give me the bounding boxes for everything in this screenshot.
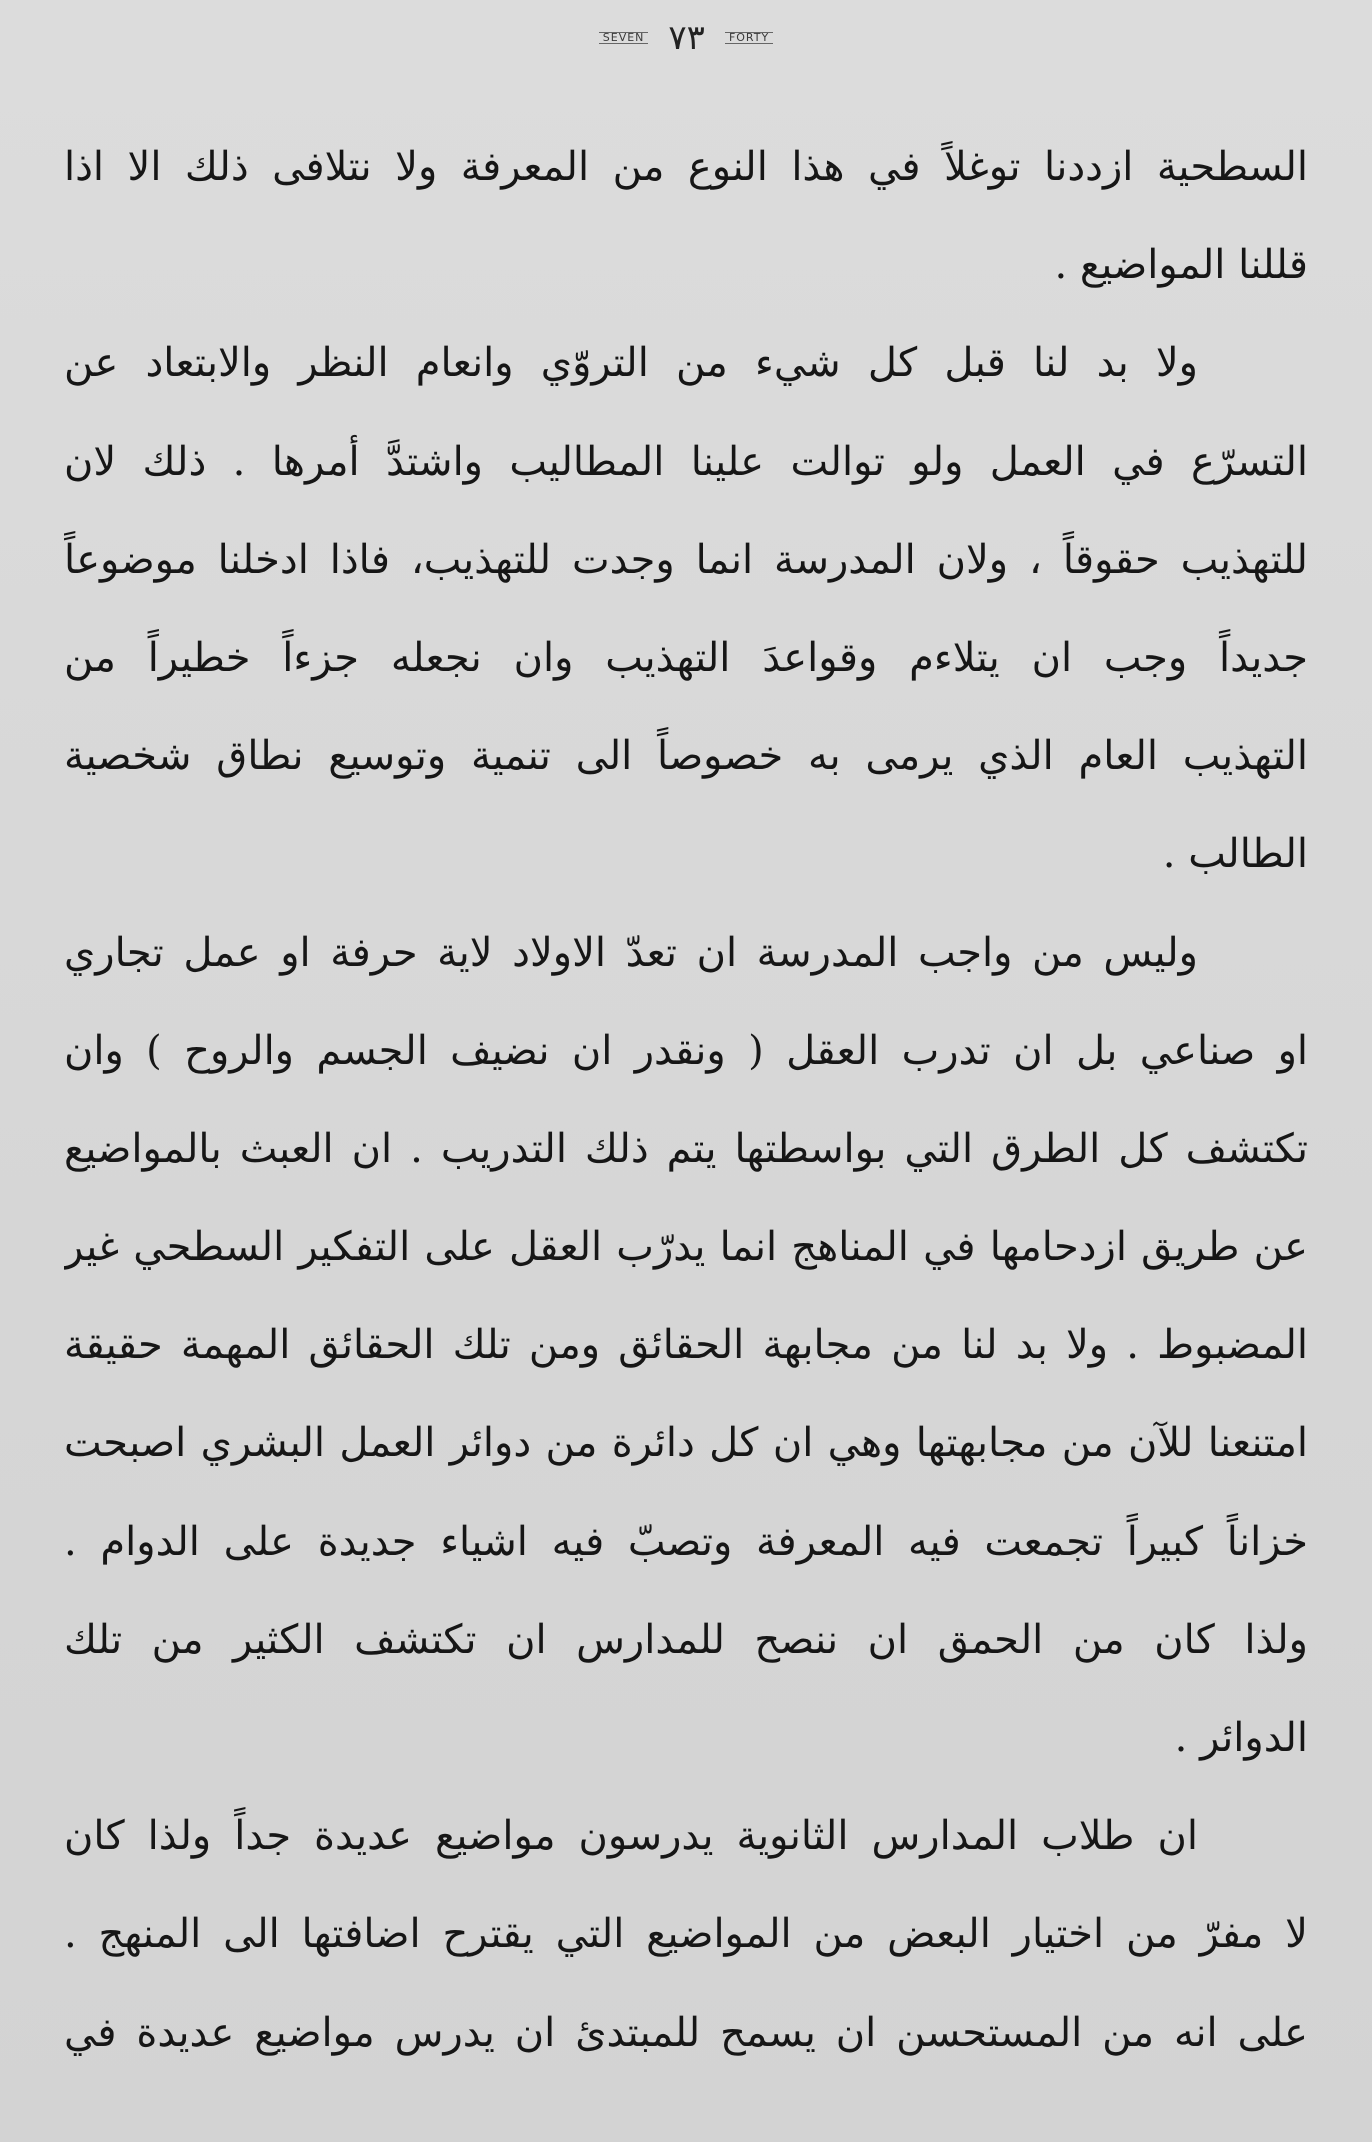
text-line: عن طريق ازدحامها في المناهج انما يدرّب العقل على التفكير السطحي غير xyxy=(64,1224,1308,1271)
text-line: خزاناً كبيراً تجمعت فيه المعرفة وتصبّ فيه اشياء جديدة على الدوام . xyxy=(64,1518,1308,1565)
header-ornament-left: SEVEN xyxy=(599,32,649,44)
text-line: ان طلاب المدارس الثانوية يدرسون مواضيع عديدة جداً ولذا كان xyxy=(64,1813,1198,1860)
text-line: ولذا كان من الحمق ان ننصح للمدارس ان تكتشف الكثير من تلك xyxy=(64,1616,1308,1663)
text-line: الطالب . xyxy=(1162,831,1308,878)
text-line: امتنعنا للآن من مجابهتها وهي ان كل دائرة من دوائر العمل البشري اصبحت xyxy=(64,1420,1308,1467)
text-line: او صناعي بل ان تدرب العقل ( ونقدر ان نضيف الجسم والروح ) وان xyxy=(64,1027,1308,1074)
text-line: الدوائر . xyxy=(1174,1715,1308,1761)
header-ornament-right: FORTY xyxy=(725,32,773,44)
text-line: السطحية ازددنا توغلاً في هذا النوع من المعرفة ولا نتلافى ذلك الا اذا xyxy=(64,144,1308,190)
text-line: على انه من المستحسن ان يسمح للمبتدئ ان يدرس مواضيع عديدة في xyxy=(64,2009,1308,2056)
text-line: التهذيب العام الذي يرمى به خصوصاً الى تنمية وتوسيع نطاق شخصية xyxy=(64,733,1308,780)
text-line: لا مفرّ من اختيار البعض من المواضيع التي يقترح اضافتها الى المنهج . xyxy=(64,1911,1308,1958)
text-line: تكتشف كل الطرق التي بواسطتها يتم ذلك التدريب . ان العبث بالمواضيع xyxy=(64,1125,1308,1172)
text-line: للتهذيب حقوقاً ، ولان المدرسة انما وجدت للتهذيب، فاذا ادخلنا موضوعاً xyxy=(64,536,1308,583)
text-line: جديداً وجب ان يتلاءم وقواعدَ التهذيب وان نجعله جزءاً خطيراً من xyxy=(64,634,1308,681)
page-body xyxy=(64,118,1308,2082)
text-line: وليس من واجب المدرسة ان تعدّ الاولاد لاية حرفة او عمل تجاري xyxy=(64,929,1198,976)
text-line: المضبوط . ولا بد لنا من مجابهة الحقائق ومن تلك الحقائق المهمة حقيقة xyxy=(64,1322,1308,1369)
text-line: قللنا المواضيع . xyxy=(1054,242,1308,289)
page-header xyxy=(0,18,1372,58)
page-number: ٧٣ xyxy=(668,18,705,58)
text-line: التسرّع في العمل ولو توالت علينا المطاليب واشتدَّ أمرها . ذلك لان xyxy=(64,438,1308,485)
text-line: ولا بد لنا قبل كل شيء من التروّي وانعام النظر والابتعاد عن xyxy=(64,340,1198,387)
